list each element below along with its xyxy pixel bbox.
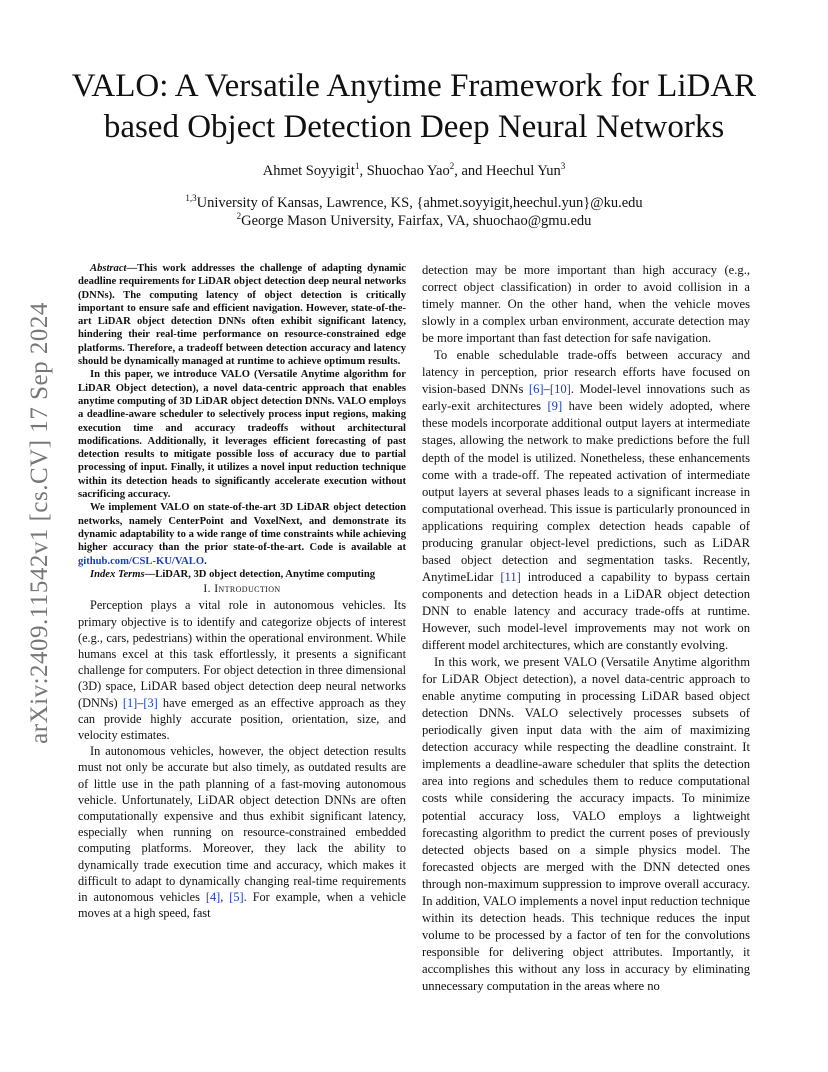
author-3-sup: 3 xyxy=(560,161,566,172)
intro-text-2-end: . For example, when a vehicle moves at a high speed, fast xyxy=(78,890,406,921)
abstract-paragraph-3 xyxy=(78,501,406,567)
intro-text-3-end: introduced a capability to bypass certain components and detection heads in a LiDAR object detection DNN to enable latency and accuracy trade-offs at runtime. However, such model-level improvements may not work on different model architectures, which are constantly evolving. xyxy=(422,569,751,653)
affiliation-1-text: University of Kansas, Lawrence, KS, {ahmet.soyyigit,heechul.yun}@ku.edu xyxy=(196,195,643,211)
citation-link[interactable]: [9] xyxy=(547,399,563,414)
citation-link[interactable]: [4] xyxy=(205,890,221,905)
section-name: Introduction xyxy=(214,583,281,596)
author-3: , and Heechul Yun xyxy=(454,163,561,179)
abstract-paragraph-2: In this paper, we introduce VALO (Versatile Anytime algorithm for LiDAR Object detection), a novel data-centric approach that enables anytime computing of 3D LiDAR object detection DNNs. VALO employs a deadline-aware scheduler to selectively process input regions, making execution time and accuracy tradeoffs without architectural modifications. Additionally, it leverages efficient forecasting of past detection results to mitigate possible loss of accuracy due to partial processing of input. Finally, it utilizes a novel input reduction technique within its detection heads to significantly accelerate execution without sacrificing accuracy. xyxy=(78,369,407,501)
intro-text-3: To enable schedulable trade-offs between accuracy and latency in perception, prior research efforts have focused on vision-based DNNs xyxy=(422,348,750,397)
intro-paragraph-3 xyxy=(422,347,750,654)
affiliation-2-sup: 2 xyxy=(236,211,242,222)
abstract xyxy=(78,262,406,581)
citation-link[interactable]: [10] xyxy=(549,382,571,397)
citation-dash: – xyxy=(137,695,144,710)
left-column xyxy=(78,262,406,921)
intro-text-1-end: have emerged as an effective approach as they can provide highly accurate position, orientation, size, and velocity estimates. xyxy=(78,695,406,743)
author-1-sup: 1 xyxy=(354,161,360,172)
right-column xyxy=(422,262,750,995)
intro-paragraph-2 xyxy=(78,743,406,921)
citation-link[interactable]: [5] xyxy=(229,890,244,905)
arxiv-identifier xyxy=(20,288,60,758)
section-heading-introduction xyxy=(78,581,406,597)
intro-text-3-mid: . Model-level innovations such as early-exit architectures xyxy=(422,382,750,414)
citation-dash: – xyxy=(543,382,550,397)
paper-title: VALO: A Versatile Anytime Framework for LiDAR based Object Detection Deep Neural Networks xyxy=(71,68,757,145)
abstract-paragraph-1 xyxy=(78,262,406,368)
abstract-text-1: —This work addresses the challenge of adapting dynamic deadline requirements for LiDAR object detection deep neural networks (DNNs). The computing latency of object detection is critically important to ensure safe and efficient navigation. However, state-of-the-art LiDAR object detection DNNs often exhibit significant latency, hindering their real-time performance on resource-constrained edge platforms. Therefore, a tradeoff between detection accuracy and latency should be dynamically managed at runtime to achieve optimum results. xyxy=(78,263,406,368)
abstract-label: Abstract xyxy=(90,263,127,274)
affiliations xyxy=(40,194,788,230)
citation-link[interactable]: [1] xyxy=(122,695,138,710)
affiliation-1 xyxy=(40,194,788,212)
intro-paragraph-4: In this work, we present VALO (Versatile Anytime algorithm for LiDAR Object detection), a novel data-centric approach to enable anytime computing in processing LiDAR based object detection DNNs. VALO selectively processes subsets of periodically given input data with the aim of maximizing detection accuracy while respecting the deadline constraint. It implements a deadline-aware scheduler that splits the detection area into regions and schedules them to reduce computational costs while considering the accuracy impacts. To minimize potential accuracy loss, VALO employs a lightweight forecasting algorithm to predict the current poses of previously detected objects based on a simple physics model. The forecasted objects are merged with the DNN detected ones through non-maximum suppression to improve overall accuracy. In addition, VALO implements a novel input reduction technique within its detection heads. This technique reduces the input volume to be processed by a factor of ten for the convolutions responsible for delivering object attributes. Importantly, it accomplishes this without any loss in accuracy by eliminating unnecessary computation in the areas where no xyxy=(422,655,750,993)
index-terms-label: Index Terms xyxy=(90,568,145,580)
index-terms xyxy=(78,568,406,581)
intro-left xyxy=(78,597,406,921)
intro-paragraph-continued: detection may be more important than high accuracy (e.g., correct object classification) in order to avoid collision in a timely manner. On the other hand, when the vehicle moves slowly in a complex urban environment, accurate detection may be more important than fast detection for safe navigation. xyxy=(422,263,750,346)
intro-paragraph-1 xyxy=(78,597,406,743)
arxiv-id-text: arXiv:2409.11542v1 [cs.CV] 17 Sep 2024 xyxy=(26,302,53,744)
intro-text-2: In autonomous vehicles, however, the object detection results must not only be accurate but also timely, as outdated results are of little use in the path planning of a fast-moving autonomous vehicle. Unfortunately, LiDAR object detection DNNs are often computationally expensive and thus exhibit significant latency, especially when running on resource-constrained embedded computing platforms. Moreover, they lack the ability to dynamically trade execution time and accuracy, which makes it difficult to adapt to dynamically changing real-time requirements in autonomous vehicles xyxy=(78,744,406,905)
affiliation-2-text: George Mason University, Fairfax, VA, shuochao@gmu.edu xyxy=(241,213,592,229)
intro-text-1: Perception plays a vital role in autonomous vehicles. Its primary objective is to identify and categorize objects of interest (e.g., cars, pedestrians) within the operational environment. While humans excel at this task effortlessly, it presents a significant challenge for computers. For object detection in three dimensional (3D) space, LiDAR based object detection deep neural networks (DNNs) xyxy=(78,598,406,710)
affiliation-1-sup: 1,3 xyxy=(185,193,197,204)
citation-link[interactable]: [3] xyxy=(143,695,158,710)
abstract-text-3-end: . xyxy=(204,555,207,567)
affiliation-2 xyxy=(40,212,788,230)
author-2-sup: 2 xyxy=(449,161,455,172)
citation-link[interactable]: [11] xyxy=(500,569,521,584)
citation-separator: , xyxy=(220,890,230,905)
intro-text-3-mid2: have been widely adopted, where these models incorporate additional output layers at intermediate stages, allowing the network to make predictions before the full depth of the model is utilized. Nonetheless, these enhancements come with a trade-off. The repeated activation of intermediate output layers at several phases leads to a significant increase in computational overhead. This issue is particularly pronounced in applications requiring complex detection heads capable of producing granular object-level predictions, such as LiDAR based object detection and segmentation tasks. Recently, AnytimeLidar xyxy=(422,399,750,584)
code-link[interactable]: github.com/CSL-KU/VALO xyxy=(78,555,205,567)
abstract-text-3: We implement VALO on state-of-the-art 3D LiDAR object detection networks, namely CenterPoint and VoxelNext, and demonstrate its dynamic adaptability to a wide range of time constraints while achieving higher accuracy than the prior state-of-the-art. Code is available at xyxy=(78,502,406,554)
index-terms-text: —LiDAR, 3D object detection, Anytime computing xyxy=(144,568,376,580)
citation-link[interactable]: [6] xyxy=(528,382,544,397)
section-number: I. xyxy=(203,583,215,596)
author-2: , Shuochao Yao xyxy=(359,163,450,179)
author-1: Ahmet Soyyigit xyxy=(262,163,355,179)
author-list xyxy=(40,163,788,180)
